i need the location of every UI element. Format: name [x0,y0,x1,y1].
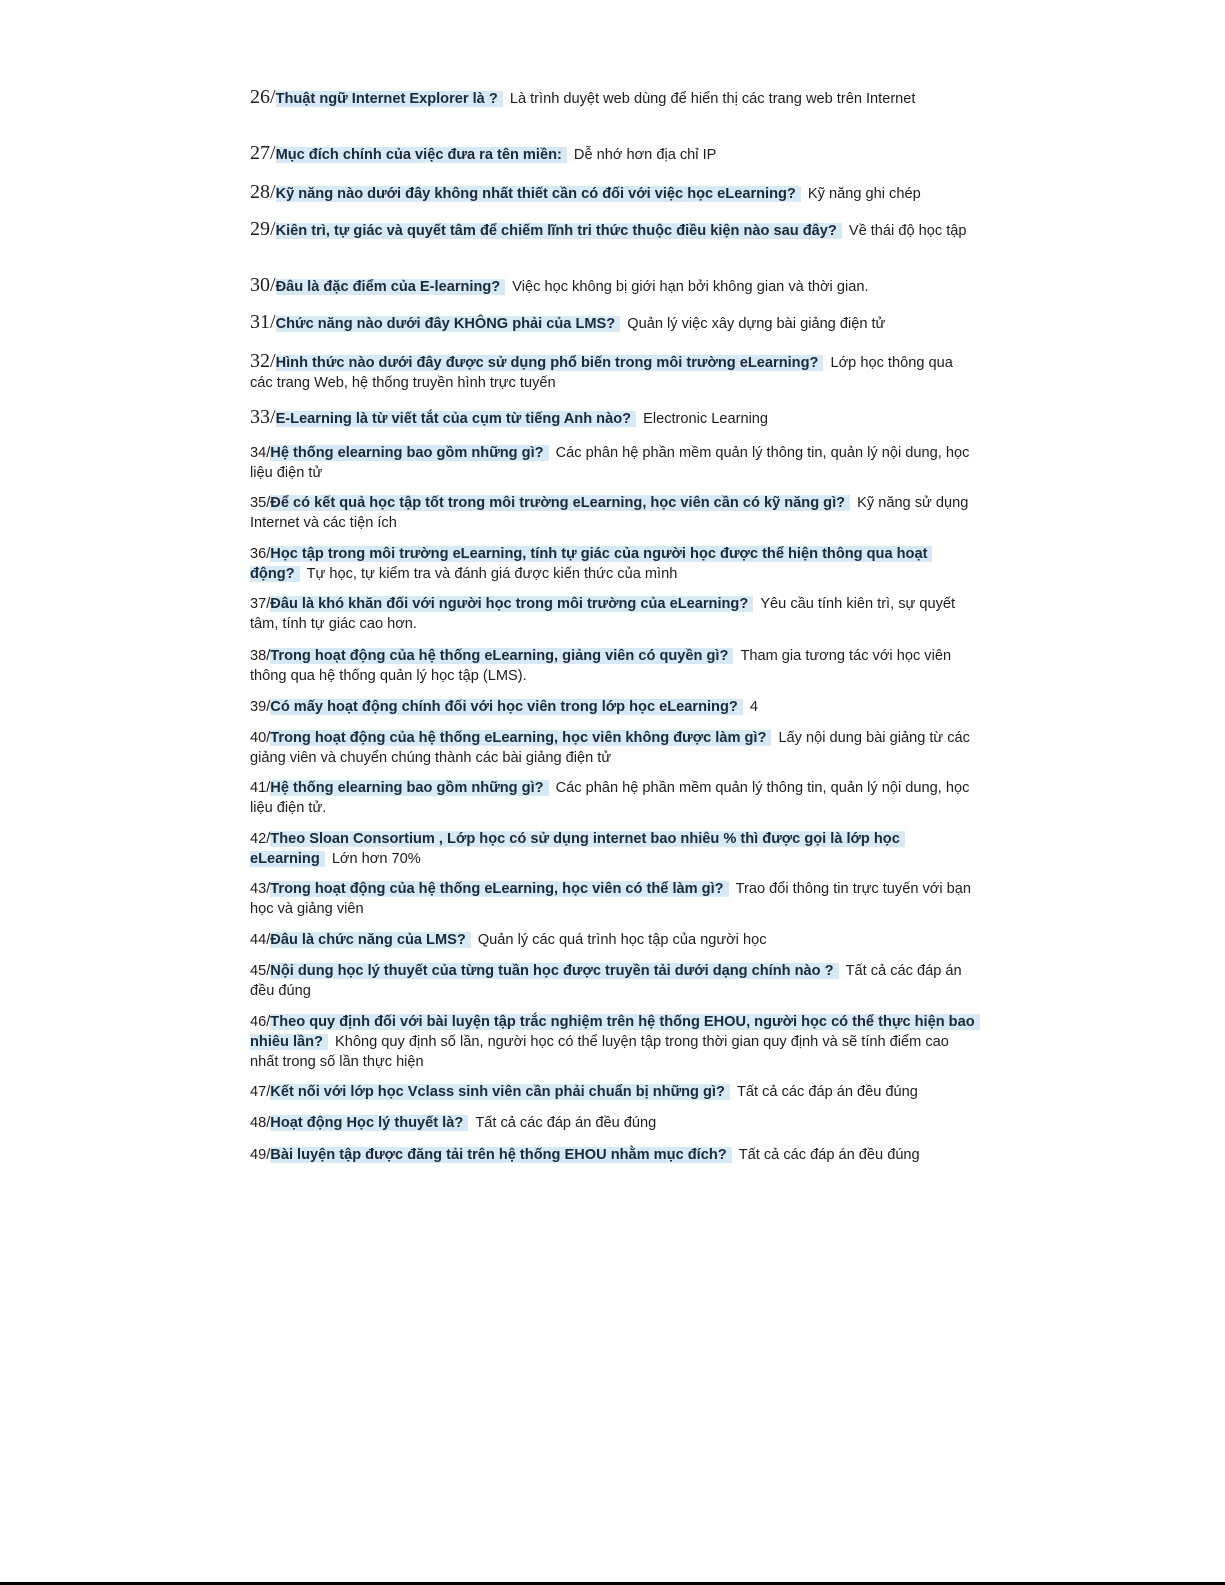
answer-text: Quản lý việc xây dựng bài giảng điện tử [627,316,886,332]
question-text: Để có kết quả học tập tốt trong môi trường eLearning, học viên cần có kỹ năng gì? [270,495,850,511]
question-number: 47/ [250,1084,271,1100]
question-text: Nội dung học lý thuyết của từng tuần học được truyền tải dưới dạng chính nào ? [270,963,838,979]
question-text: Kiên trì, tự giác và quyết tâm để chiếm lĩnh tri thức thuộc điều kiện nào sau đây? [276,223,842,239]
qa-item-49 [250,1145,975,1165]
answer-text: Electronic Learning [643,411,769,427]
qa-item-46 [250,1012,975,1072]
qa-item-47 [250,1082,975,1102]
qa-item-42 [250,829,975,869]
question-number: 31/ [250,311,276,333]
qa-item-30 [250,275,975,297]
answer-text: Tất cả các đáp án đều đúng [475,1115,657,1131]
question-text: Kết nối với lớp học Vclass sinh viên cần phải chuẩn bị những gì? [270,1084,730,1100]
question-number: 29/ [250,218,276,240]
question-text: Đâu là khó khăn đối với người học trong môi trường của eLearning? [270,596,753,612]
question-text: E-Learning là từ viết tắt của cụm từ tiếng Anh nào? [276,411,636,427]
qa-item-29 [250,219,975,241]
question-number: 36/ [250,546,271,562]
qa-item-35 [250,493,975,533]
answer-text: Các phân hệ phần mềm quản lý thông tin, quản lý nội dung, học liệu điện tử [250,445,970,481]
answer-text: Lớn hơn 70% [331,851,421,867]
qa-item-39 [250,697,975,717]
answer-text: Lớp học thông qua các trang Web, hệ thống truyền hình trực tuyến [250,355,953,391]
answer-text: Về thái độ học tập [848,223,967,239]
qa-item-38 [250,646,975,686]
qa-item-27 [250,143,975,165]
question-number: 40/ [250,730,271,746]
question-number: 35/ [250,495,271,511]
answer-text: Kỹ năng sử dụng Internet và các tiện ích [250,495,969,531]
question-text: Đâu là chức năng của LMS? [270,932,470,948]
qa-item-32 [250,351,975,393]
qa-item-41 [250,778,975,818]
answer-text: Yêu cầu tính kiên trì, sự quyết tâm, tính tự giác cao hơn. [250,596,956,632]
answer-text: Dễ nhớ hơn địa chỉ IP [573,147,717,163]
question-text: Hoạt động Học lý thuyết là? [270,1115,468,1131]
question-text: Hệ thống elearning bao gồm những gì? [270,780,548,796]
qa-item-43 [250,879,975,919]
question-number: 37/ [250,596,271,612]
answer-text: Tất cả các đáp án đều đúng [736,1084,918,1100]
qa-item-28 [250,182,975,204]
answer-text: Trao đổi thông tin trực tuyến với bạn học và giảng viên [250,881,972,917]
question-number: 49/ [250,1147,271,1163]
question-number: 46/ [250,1014,271,1030]
qa-item-37 [250,594,975,634]
qa-item-34 [250,443,975,483]
answer-text: Tất cả các đáp án đều đúng [738,1147,920,1163]
question-text: Đâu là đặc điểm của E-learning? [276,279,506,295]
answer-text: Tất cả các đáp án đều đúng [250,963,962,999]
question-text: Chức năng nào dưới đây KHÔNG phải của LMS? [276,316,621,332]
question-number: 44/ [250,932,271,948]
question-number: 39/ [250,699,271,715]
question-number: 32/ [250,350,276,372]
answer-text: Là trình duyệt web dùng để hiển thị các trang web trên Internet [509,91,916,107]
qa-item-45 [250,961,975,1001]
question-number: 27/ [250,142,276,164]
question-text: Học tập trong môi trường eLearning, tính tự giác của người học được thể hiện thông qua hoạt động? [250,546,932,582]
question-number: 30/ [250,274,276,296]
qa-item-48 [250,1113,975,1133]
answer-text: 4 [749,699,758,715]
question-text: Bài luyện tập được đăng tải trên hệ thống EHOU nhằm mục đích? [270,1147,731,1163]
answer-text: Lấy nội dung bài giảng từ các giảng viên và chuyển chúng thành các bài giảng điện tử [250,730,970,766]
question-text: Hệ thống elearning bao gồm những gì? [270,445,548,461]
question-number: 42/ [250,831,271,847]
qa-item-31 [250,312,975,334]
question-text: Mục đích chính của việc đưa ra tên miền: [276,147,567,163]
answer-text: Tham gia tương tác với học viên thông qua hệ thống quản lý học tập (LMS). [250,648,952,684]
question-text: Thuật ngữ Internet Explorer là ? [276,91,503,107]
question-number: 43/ [250,881,271,897]
question-text: Trong hoạt động của hệ thống eLearning, học viên có thể làm gì? [270,881,728,897]
question-number: 38/ [250,648,271,664]
answer-text: Tự học, tự kiểm tra và đánh giá được kiến thức của mình [306,566,678,582]
question-number: 28/ [250,181,276,203]
answer-text: Các phân hệ phần mềm quản lý thông tin, quản lý nội dung, học liệu điện tử. [250,780,970,816]
question-text: Kỹ năng nào dưới đây không nhất thiết cần có đối với việc học eLearning? [276,186,801,202]
answer-text: Không quy định số lần, người học có thể luyện tập trong thời gian quy định và sẽ tính điểm cao nhất trong số lần thực hiện [250,1034,949,1070]
question-number: 45/ [250,963,271,979]
answer-text: Quản lý các quá trình học tập của người học [477,932,767,948]
question-text: Hình thức nào dưới đây được sử dụng phổ biến trong môi trường eLearning? [276,355,824,371]
question-text: Theo Sloan Consortium , Lớp học có sử dụng internet bao nhiêu % thì được gọi là lớp học eLearning [250,831,905,867]
question-number: 48/ [250,1115,271,1131]
question-text: Trong hoạt động của hệ thống eLearning, học viên không được làm gì? [270,730,771,746]
qa-item-40 [250,728,975,768]
question-number: 34/ [250,445,271,461]
question-number: 26/ [250,86,276,108]
question-text: Trong hoạt động của hệ thống eLearning, giảng viên có quyền gì? [270,648,733,664]
question-number: 33/ [250,406,276,428]
question-text: Có mấy hoạt động chính đối với học viên trong lớp học eLearning? [270,699,743,715]
question-text: Theo quy định đối với bài luyện tập trắc nghiệm trên hệ thống EHOU, người học có thể thực hiện bao nhiêu lần? [250,1014,980,1050]
question-number: 41/ [250,780,271,796]
answer-text: Kỹ năng ghi chép [807,186,921,202]
qa-item-26 [250,87,975,109]
qa-item-44 [250,930,975,950]
qa-item-36 [250,544,975,584]
qa-item-33 [250,407,975,429]
answer-text: Việc học không bị giới hạn bởi không gian và thời gian. [512,279,869,295]
